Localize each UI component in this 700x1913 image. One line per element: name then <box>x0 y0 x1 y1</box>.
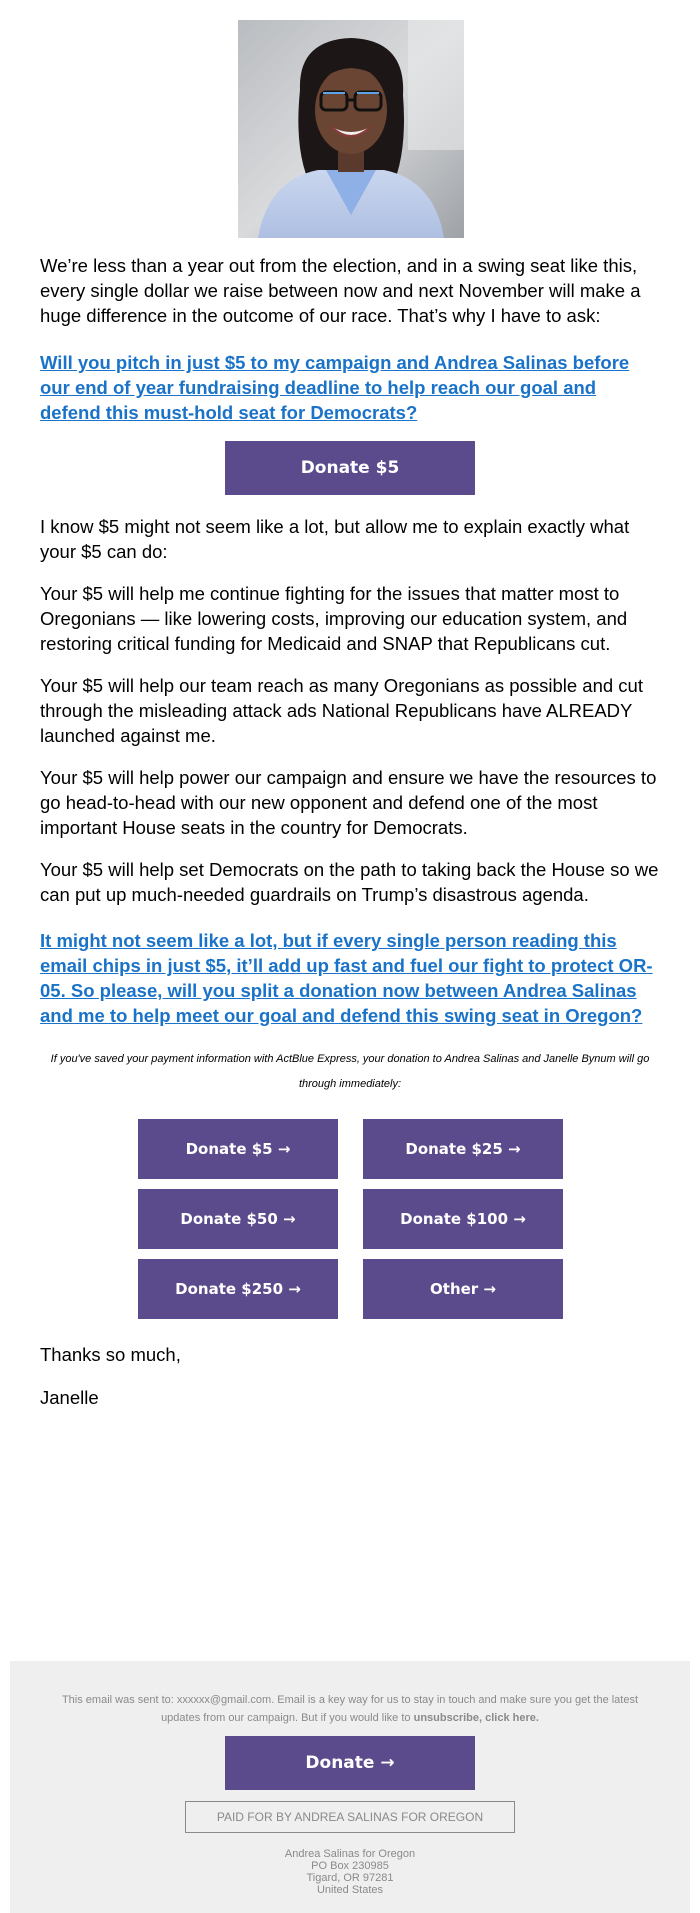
paragraph-power: Your $5 will help power our campaign and ensure we have the resources to go head-to-head with our new opponent and defend one of the most important House seats in the country for Democrats. <box>40 767 657 838</box>
donate-grid-25-button[interactable]: Donate $25 → <box>363 1119 563 1179</box>
donate-grid-50-button[interactable]: Donate $50 → <box>138 1189 338 1249</box>
closing-text: Thanks so much, <box>40 1344 181 1365</box>
explain-paragraph <box>40 514 660 564</box>
donate-grid-100-button[interactable]: Donate $100 → <box>363 1189 563 1249</box>
address-line-1: Andrea Salinas for Oregon <box>284 1848 416 1860</box>
donate-grid-5-button[interactable]: Donate $5 → <box>138 1119 338 1179</box>
paragraph-reach: Your $5 will help our team reach as many Oregonians as possible and cut through the misleading attack ads National Republicans have ALREADY launched against me. <box>40 675 643 746</box>
power-paragraph <box>40 765 660 840</box>
paragraph-explain: I know $5 might not seem like a lot, but allow me to explain exactly what your $5 can do: <box>40 516 630 562</box>
footer-sent-to-text <box>50 1691 650 1727</box>
house-paragraph <box>40 857 660 907</box>
signoff-name <box>40 1385 660 1410</box>
issues-paragraph <box>40 581 660 656</box>
donate-5-button[interactable]: Donate $5 <box>225 441 475 495</box>
footer-email: xxxxxx@gmail.com <box>176 1694 272 1706</box>
signoff-closing <box>40 1342 660 1367</box>
reach-paragraph <box>40 673 660 748</box>
address-line-3: Tigard, OR 97281 <box>306 1872 394 1884</box>
cta-link-split-donation[interactable]: It might not seem like a lot, but if every single person reading this email chips in just $5, it’ll add up fast and fuel our fight to protect OR-05. So please, will you split a donation now between Andrea Salinas and me to help meet our goal and defend this swing seat in Oregon? <box>40 930 653 1026</box>
footer-donate-button[interactable]: Donate → <box>225 1736 475 1790</box>
cta-section-2 <box>40 928 660 1028</box>
unsubscribe-link[interactable]: unsubscribe, click here. <box>413 1712 539 1724</box>
paid-for-disclaimer: PAID FOR BY ANDREA SALINAS FOR OREGON <box>185 1801 515 1833</box>
intro-paragraph: We’re less than a year out from the election, and in a swing seat like this, every single dollar we raise between now and next November will make a huge difference in the outcome of our race. That’s why I have to ask: <box>40 255 641 326</box>
email-footer <box>10 1661 690 1913</box>
cta-link-pitch-in[interactable]: Will you pitch in just $5 to my campaign and Andrea Salinas before our end of year fundraising deadline to help reach our goal and defend this must-hold seat for Democrats? <box>40 352 630 423</box>
paragraph-house: Your $5 will help set Democrats on the path to taking back the House so we can put up much-needed guardrails on Trump’s disastrous agenda. <box>40 859 659 905</box>
footer-sent-suffix: . Email is a key way for us to stay in touch and make sure you get the latest updates from our campaign. But if you would like to <box>161 1694 639 1724</box>
mailing-address <box>10 1848 690 1896</box>
paragraph-issues: Your $5 will help me continue fighting for the issues that matter most to Oregonians — like lowering costs, improving our education system, and restoring critical funding for Medicaid and SNAP that Republicans cut. <box>40 583 628 654</box>
intro-section <box>40 253 660 328</box>
actblue-express-note: If you've saved your payment information with ActBlue Express, your donation to Andrea Salinas and Janelle Bynum will go through immediately: <box>50 1053 650 1090</box>
address-line-4: United States <box>316 1884 384 1896</box>
candidate-portrait-image <box>238 20 464 238</box>
signature-name: Janelle <box>40 1387 99 1408</box>
donate-grid-other-button[interactable]: Other → <box>363 1259 563 1319</box>
candidate-photo <box>238 20 464 238</box>
cta-section-1 <box>40 350 660 425</box>
donate-grid-250-button[interactable]: Donate $250 → <box>138 1259 338 1319</box>
footer-sent-prefix: This email was sent to: <box>61 1694 177 1706</box>
address-line-2: PO Box 230985 <box>311 1860 389 1872</box>
